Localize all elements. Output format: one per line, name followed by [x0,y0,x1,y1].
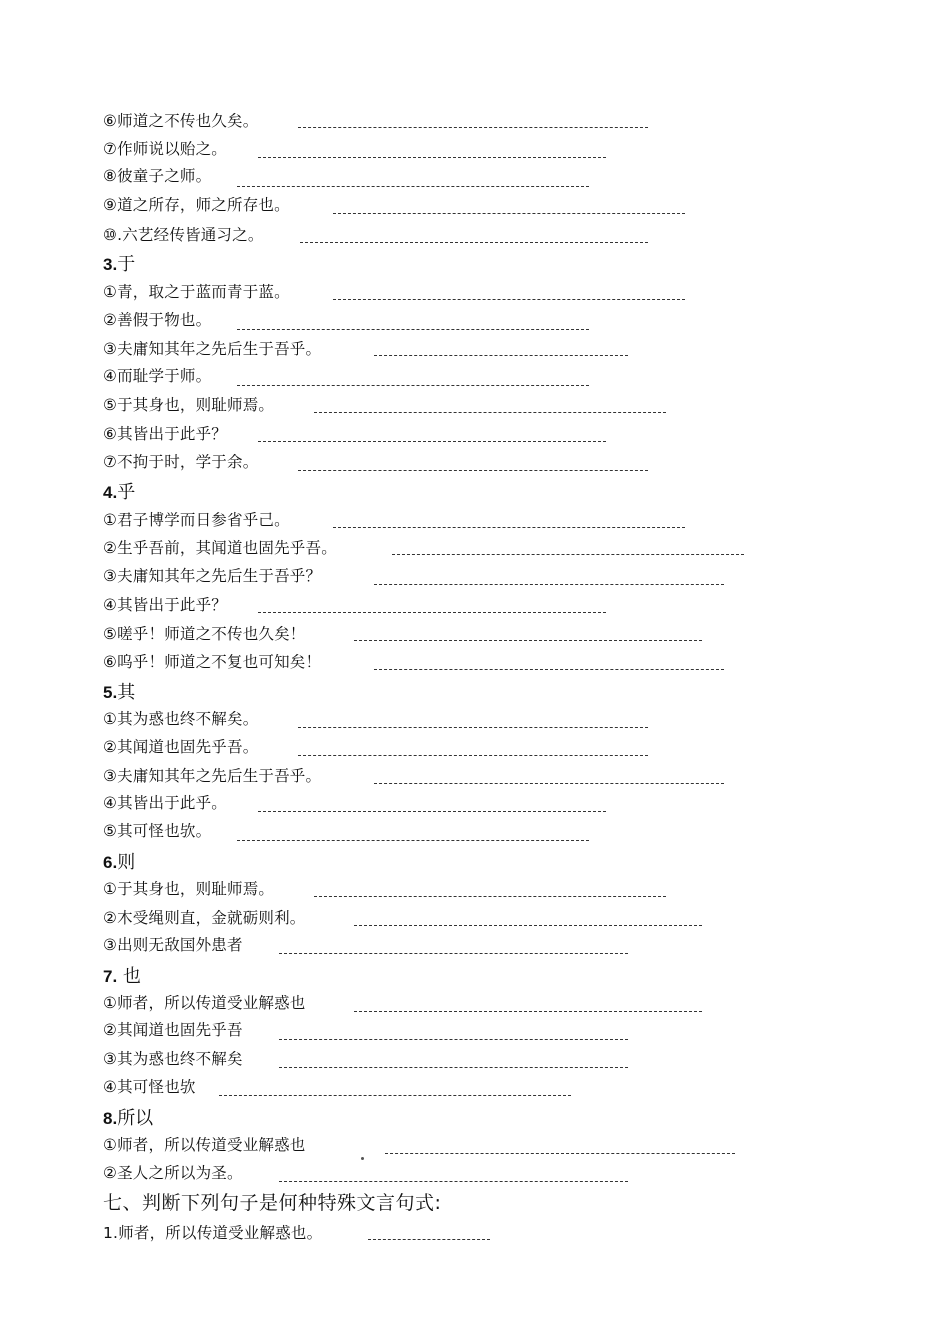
group-heading [103,848,135,874]
item-text: ⑩.六艺经传皆通习之。 [103,226,264,244]
answer-blank[interactable] [258,143,606,158]
group-heading [103,250,135,276]
exercise-item [103,506,290,532]
exercise-item [103,989,306,1015]
exercise-item [103,221,264,247]
answer-blank[interactable] [279,1025,628,1040]
answer-blank[interactable] [374,341,628,356]
item-text: ①师者，所以传道受业解惑也 [103,1136,306,1154]
item-text: ①师者，所以传道受业解惑也 [103,994,306,1012]
answer-blank[interactable] [333,199,685,214]
answer-blank[interactable] [300,228,648,243]
exercise-item [103,1073,196,1099]
item-text: ③出则无敌国外患者 [103,936,243,954]
item-text: ①于其身也，则耻师焉。 [103,880,275,898]
group-word: 于 [117,254,136,275]
answer-blank[interactable] [258,797,606,812]
answer-blank[interactable] [237,172,589,187]
answer-blank[interactable] [374,769,724,784]
answer-blank[interactable] [279,1167,628,1182]
answer-blank[interactable] [298,713,648,728]
exercise-item [103,1045,243,1071]
group-number: 3. [103,255,118,274]
exercise-item [103,107,258,133]
section-title: 七、判断下列句子是何种特殊文言句式: [103,1192,442,1214]
item-text: ①青，取之于蓝而青于蓝。 [103,283,290,301]
exercise-item [103,362,211,388]
exercise-item [103,1016,243,1042]
exercise-item [103,591,227,617]
exercise-item [103,562,321,588]
exercise-item [103,1131,306,1157]
item-text: ①君子博学而日参省乎己。 [103,511,290,529]
answer-blank[interactable] [258,598,606,613]
item-text: ④而耻学于师。 [103,367,212,385]
group-word: 其 [117,682,136,703]
group-word: 乎 [117,482,136,503]
item-text: ⑤其可怪也欤。 [103,822,212,840]
item-text: ①其为惑也终不解矣。 [103,710,259,728]
item-text: ⑤于其身也，则耻师焉。 [103,396,275,414]
exercise-item [103,420,227,446]
answer-blank[interactable] [374,570,724,585]
group-number: 4. [103,483,118,502]
item-text: ③夫庸知其年之先后生于吾乎？ [103,567,322,585]
answer-blank[interactable] [219,1081,571,1096]
exercise-item [103,931,243,957]
answer-blank[interactable] [314,882,666,897]
item-text: ⑦作师说以贻之。 [103,140,227,158]
item-text: ②其闻道也固先乎吾。 [103,738,259,756]
item-text: ⑥师道之不传也久矣。 [103,112,259,130]
answer-blank[interactable] [237,371,589,386]
exercise-item [103,1159,243,1185]
answer-blank[interactable] [237,826,589,841]
item-text: ⑧彼童子之师。 [103,167,212,185]
exercise-item [103,817,211,843]
item-text: ②木受绳则直，金就砺则利。 [103,909,306,927]
group-number: 5. [103,683,118,702]
answer-blank[interactable] [374,655,724,670]
group-number: 6. [103,853,118,872]
group-heading [103,1104,153,1130]
answer-blank[interactable] [385,1139,735,1154]
exercise-item [103,335,321,361]
answer-blank[interactable] [298,741,648,756]
item-text: ④其皆出于此乎。 [103,794,227,812]
answer-blank[interactable] [279,1053,628,1068]
group-number: 7. [103,967,118,986]
item-text: ⑥呜乎！师道之不复也可知矣！ [103,653,322,671]
item-text: ②生乎吾前，其闻道也固先乎吾。 [103,539,337,557]
answer-blank[interactable] [368,1225,490,1240]
answer-blank[interactable] [392,540,744,555]
answer-blank[interactable] [354,911,702,926]
item-text: 1.师者，所以传道受业解惑也。 [103,1224,323,1242]
item-text: ②善假于物也。 [103,311,212,329]
item-text: ⑦不拘于时，学于余。 [103,453,259,471]
item-text: ③夫庸知其年之先后生于吾乎。 [103,767,322,785]
exercise-item [103,448,258,474]
exercise-item [103,135,227,161]
group-word: 也 [117,966,141,987]
item-text: ⑤嗟乎！师道之不传也久矣！ [103,625,306,643]
item-text: ④其可怪也欤 [103,1078,196,1096]
group-heading [103,478,135,504]
item-text: ③其为惑也终不解矣 [103,1050,243,1068]
item-text: ⑥其皆出于此乎？ [103,425,227,443]
exercise-item [103,278,290,304]
exercise-item [103,789,227,815]
exercise-item [103,534,337,560]
answer-blank[interactable] [298,113,648,128]
exercise-item [103,733,258,759]
exercise-item [103,904,306,930]
item-text: ④其皆出于此乎？ [103,596,227,614]
exercise-item [103,875,274,901]
answer-blank[interactable] [258,427,606,442]
group-word: 则 [117,852,136,873]
answer-blank[interactable] [314,398,666,413]
exercise-item [103,762,321,788]
group-word: 所以 [117,1108,154,1129]
period-mark [361,1145,364,1164]
item-text: ②圣人之所以为圣。 [103,1164,243,1182]
answer-blank[interactable] [333,513,685,528]
exercise-item [103,162,211,188]
group-heading [103,962,141,988]
exercise-item [103,1219,322,1245]
answer-blank[interactable] [354,997,702,1012]
exercise-item [103,191,290,217]
exercise-item [103,648,321,674]
exercise-item [103,306,211,332]
answer-blank[interactable] [279,939,628,954]
exercise-item [103,705,258,731]
item-text: ③夫庸知其年之先后生于吾乎。 [103,340,322,358]
answer-blank[interactable] [333,285,685,300]
answer-blank[interactable] [298,456,648,471]
answer-blank[interactable] [237,315,589,330]
answer-blank[interactable] [354,626,702,641]
group-number: 8. [103,1109,118,1128]
exercise-item [103,391,274,417]
group-heading [103,678,135,704]
item-text: ②其闻道也固先乎吾 [103,1021,243,1039]
item-text: ⑨道之所存，师之所存也。 [103,196,290,214]
exercise-item [103,620,306,646]
